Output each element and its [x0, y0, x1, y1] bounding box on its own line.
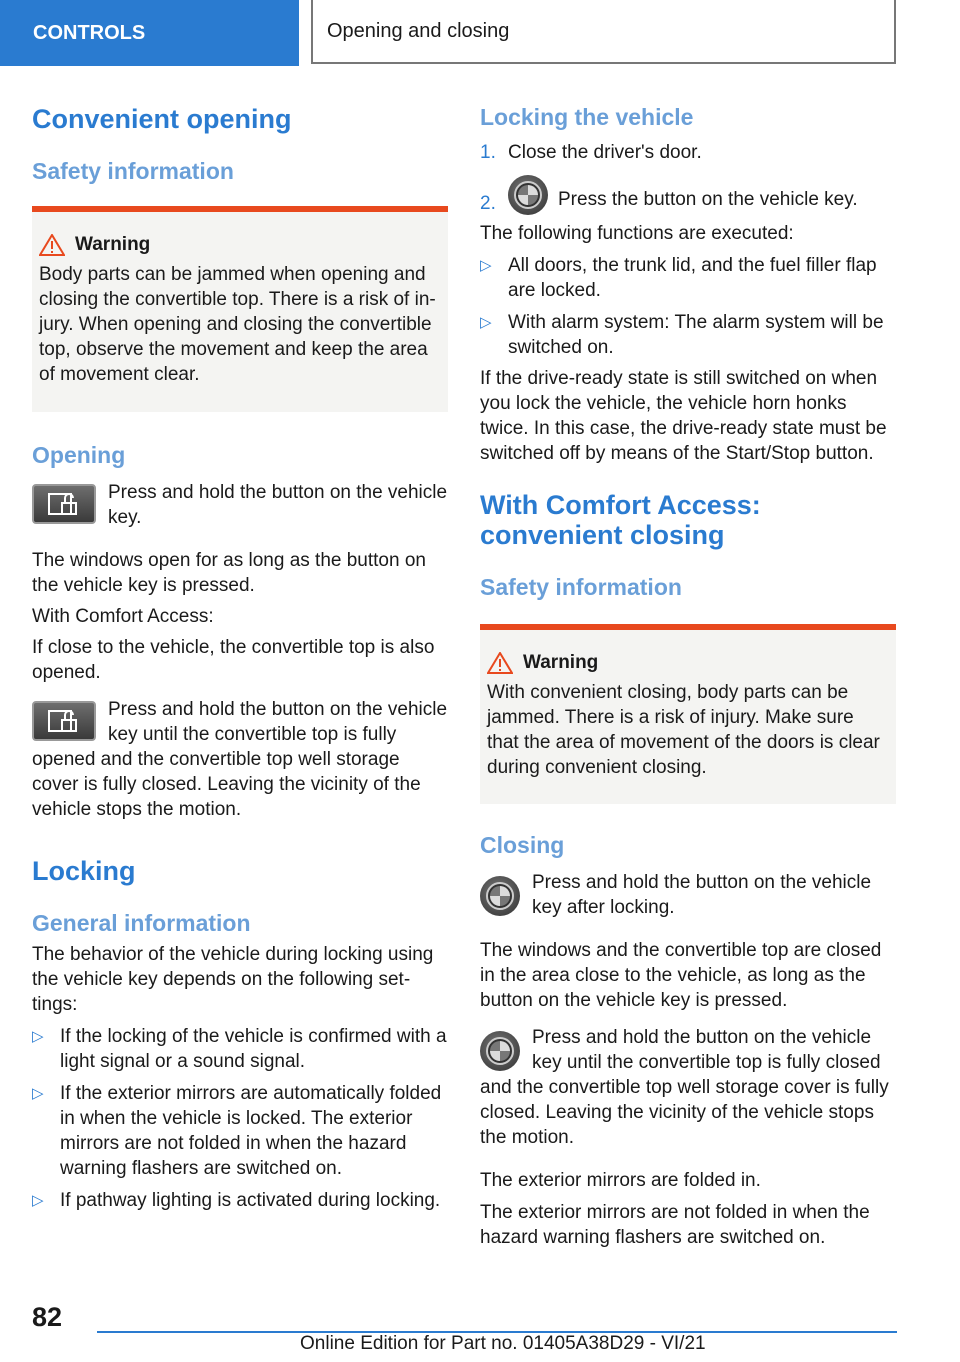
heading-safety-information-2: Safety information — [480, 574, 682, 600]
general-paragraph: The behavior of the vehicle during locking using the vehicle key depends on the following settings: — [32, 944, 434, 1015]
triangle-right-icon: ▷ — [480, 314, 492, 331]
step-number: 1. — [480, 142, 496, 163]
list-item: ▷ With alarm system: The alarm system will be switched on. — [480, 312, 884, 358]
triangle-right-icon: ▷ — [480, 257, 492, 274]
opening-key-block — [32, 480, 448, 530]
functions-bullet-list — [480, 253, 896, 360]
warning-title-text: Warning — [523, 652, 599, 673]
warning-box — [32, 206, 448, 412]
list-item: 2. Press the button on the vehicle key. — [480, 183, 896, 215]
heading-convenient-opening: Convenient opening — [32, 104, 292, 134]
warning-text: Body parts can be jammed when opening and closing the convertible top. There is a risk of injury. When opening and closing the convertible top, observe the movement and keep the area of movement clear. — [39, 264, 436, 385]
warning-triangle-icon — [39, 234, 65, 256]
heading-closing: Closing — [480, 832, 565, 858]
list-item: 1. Close the driver's door. — [480, 142, 702, 163]
step-number: 2. — [480, 193, 496, 214]
closing-paragraph-5: The exterior mirrors are not folded in when the hazard warning flashers are switched on. — [480, 1202, 870, 1248]
triangle-right-icon: ▷ — [32, 1028, 44, 1045]
locking-steps — [480, 140, 896, 215]
closing-key-block-2 — [480, 1025, 896, 1150]
bmw-logo-button-icon — [480, 876, 520, 916]
warning-triangle-icon — [487, 652, 513, 674]
general-bullet-list — [32, 1024, 448, 1213]
heading-safety-information: Safety information — [32, 158, 234, 184]
closing-paragraph-1: Press and hold the button on the vehicle key after locking. — [532, 872, 872, 918]
unlock-button-icon — [32, 701, 96, 741]
page-header — [0, 0, 960, 66]
opening-paragraph-5: Press and hold the button on the vehicle key until the convertible top is fully opened and the convertible top well storage cover is fully closed. Leaving the vicinity of the vehicle stops the motion. — [32, 699, 448, 820]
warning-title — [39, 234, 440, 256]
opening-paragraph-1: Press and hold the button on the vehicle key. — [108, 482, 448, 528]
edition-text: Online Edition for Part no. 01405A38D29 - VI/21 — [300, 1333, 706, 1354]
triangle-right-icon: ▷ — [32, 1192, 44, 1209]
opening-paragraph-4: If close to the vehicle, the convertible top is also opened. — [32, 637, 435, 683]
drive-ready-paragraph: If the drive-ready state is still switched on when you lock the vehicle, the vehicle horn honks twice. In this case, the drive-ready state must be switched off by means of the Start/Stop button. — [480, 368, 887, 464]
heading-locking: Locking — [32, 856, 136, 886]
list-item: ▷ If pathway lighting is activated during locking. — [32, 1190, 441, 1211]
page-number: 82 — [32, 1302, 63, 1332]
heading-general-information: General information — [32, 910, 251, 936]
bmw-logo-button-icon — [480, 1031, 520, 1071]
closing-key-block — [480, 870, 896, 920]
heading-locking-the-vehicle: Locking the vehicle — [480, 104, 694, 130]
chapter-tab: Opening and closing — [311, 0, 896, 64]
opening-paragraph-3: With Comfort Access: — [32, 606, 214, 627]
warning-title — [487, 652, 888, 674]
closing-paragraph-4: The exterior mirrors are folded in. — [480, 1170, 761, 1191]
unlock-button-icon — [32, 484, 96, 524]
functions-intro: The following functions are executed: — [480, 223, 794, 244]
closing-paragraph-3: Press and hold the button on the vehicle key until the convertible top is fully closed and the convertible top well storage cover is fully closed. Leaving the vicinity of the vehicle stops the motion. — [480, 1027, 889, 1148]
left-column — [32, 96, 448, 1213]
right-column — [480, 96, 896, 1250]
heading-comfort-access: With Comfort Access: convenient closing — [480, 490, 761, 550]
warning-title-text: Warning — [75, 234, 151, 255]
list-item: ▷ If the exterior mirrors are automatically folded in when the vehicle is locked. The exterior mirrors are not folded in when the hazard warning flashers are switched on. — [32, 1083, 442, 1179]
heading-opening: Opening — [32, 442, 126, 468]
list-item: ▷ All doors, the trunk lid, and the fuel filler flap are locked. — [480, 255, 877, 301]
section-tab: CONTROLS — [0, 0, 299, 66]
opening-key-block-2 — [32, 697, 448, 822]
opening-paragraph-2: The windows open for as long as the button on the vehicle key is pressed. — [32, 550, 426, 596]
warning-text: With convenient closing, body parts can be jammed. There is a risk of injury. Make sure that the area of movement of the doors is clear during convenient closing. — [487, 682, 880, 778]
bmw-logo-button-icon — [508, 175, 548, 215]
list-item: ▷ If the locking of the vehicle is confirmed with a light signal or a sound signal. — [32, 1026, 447, 1072]
triangle-right-icon: ▷ — [32, 1085, 44, 1102]
warning-box-2 — [480, 624, 896, 804]
closing-paragraph-2: The windows and the convertible top are closed in the area close to the vehicle, as long as the button on the vehicle key is pressed. — [480, 940, 882, 1011]
